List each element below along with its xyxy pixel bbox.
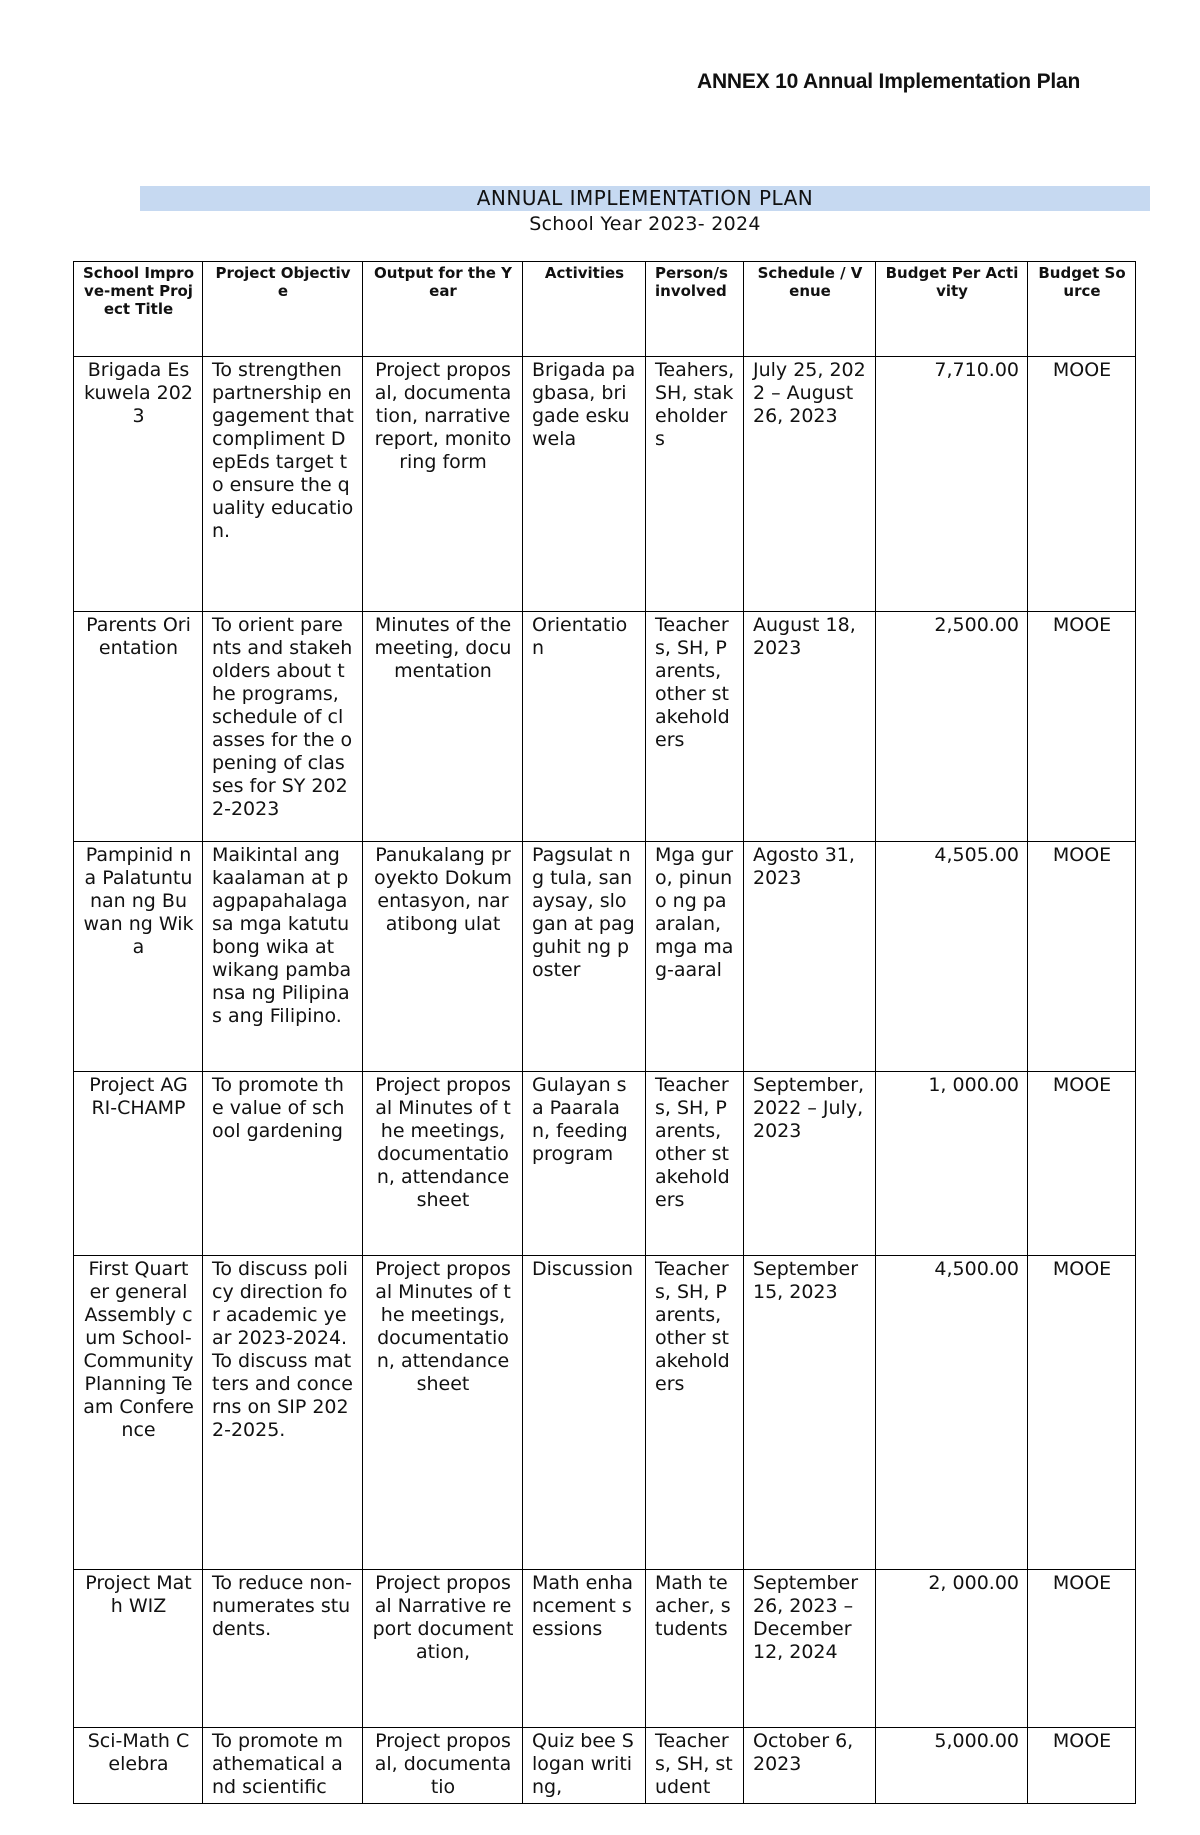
cell-activities: Pagsulat ng tula, sanaysay, slogan at pagguhit ng poster	[523, 842, 646, 1072]
cell-schedule: September 26, 2023 – December 12, 2024	[744, 1570, 876, 1728]
cell-budget: 7,710.00	[876, 357, 1028, 612]
cell-source: MOOE	[1028, 1256, 1136, 1570]
cell-activities: Brigada pagbasa, brigade eskuwela	[523, 357, 646, 612]
table-row	[74, 1256, 1136, 1570]
table-row	[74, 612, 1136, 842]
plan-title: ANNUAL IMPLEMENTATION PLAN	[140, 186, 1150, 211]
header-schedule: Schedule / Venue	[744, 262, 876, 357]
cell-budget: 2,500.00	[876, 612, 1028, 842]
cell-objective: To reduce non-numerates students.	[203, 1570, 363, 1728]
table-row	[74, 842, 1136, 1072]
header-output: Output for the Year	[363, 262, 523, 357]
cell-activities: Gulayan sa Paaralan, feeding program	[523, 1072, 646, 1256]
cell-source: MOOE	[1028, 1570, 1136, 1728]
cell-output: Project proposal Narrative report documentation,	[363, 1570, 523, 1728]
cell-source: MOOE	[1028, 1728, 1136, 1804]
cell-title: Project AGRI-CHAMP	[74, 1072, 203, 1256]
cell-persons: Math teacher, students	[646, 1570, 744, 1728]
cell-output: Panukalang proyekto Dokumentasyon, naratibong ulat	[363, 842, 523, 1072]
cell-persons: Teachers, SH, student	[646, 1728, 744, 1804]
cell-objective: To strengthen partnership engagement that compliment DepEds target to ensure the quality education.	[203, 357, 363, 612]
cell-objective: To promote the value of school gardening	[203, 1072, 363, 1256]
cell-output: Project proposal Minutes of the meetings, documentation, attendance sheet	[363, 1256, 523, 1570]
cell-title: Brigada Eskuwela 2023	[74, 357, 203, 612]
table-row	[74, 1570, 1136, 1728]
cell-budget: 4,500.00	[876, 1256, 1028, 1570]
cell-output: Project proposal, documentatio	[363, 1728, 523, 1804]
cell-schedule: Agosto 31, 2023	[744, 842, 876, 1072]
cell-persons: Teachers, SH, Parents, other stakeholders	[646, 1256, 744, 1570]
cell-persons: Teahers, SH, stakeholders	[646, 357, 744, 612]
cell-output: Project proposal Minutes of the meetings, documentation, attendance sheet	[363, 1072, 523, 1256]
table-header-row	[74, 262, 1136, 357]
cell-title: Sci-Math Celebra	[74, 1728, 203, 1804]
cell-persons: Teachers, SH, Parents, other stakeholders	[646, 1072, 744, 1256]
cell-activities: Math enhancement sessions	[523, 1570, 646, 1728]
table-row	[74, 1072, 1136, 1256]
cell-source: MOOE	[1028, 357, 1136, 612]
cell-output: Minutes of the meeting, documentation	[363, 612, 523, 842]
annex-heading: ANNEX 10 Annual Implementation Plan	[697, 70, 1081, 93]
header-budget: Budget Per Activity	[876, 262, 1028, 357]
cell-objective: To orient parents and stakeholders about the programs, schedule of classes for the opening of classes for SY 2022-2023	[203, 612, 363, 842]
cell-output: Project proposal, documentation, narrative report, monitoring form	[363, 357, 523, 612]
cell-source: MOOE	[1028, 1072, 1136, 1256]
cell-schedule: September, 2022 – July, 2023	[744, 1072, 876, 1256]
cell-source: MOOE	[1028, 842, 1136, 1072]
cell-objective: To discuss policy direction for academic year 2023-2024. To discuss matters and concerns on SIP 2022-2025.	[203, 1256, 363, 1570]
implementation-plan-table	[73, 261, 1136, 1804]
table-row	[74, 357, 1136, 612]
table-row	[74, 1728, 1136, 1804]
cell-source: MOOE	[1028, 612, 1136, 842]
cell-title: Parents Orientation	[74, 612, 203, 842]
cell-persons: Teachers, SH, Parents, other stakeholders	[646, 612, 744, 842]
cell-title: First Quarter general Assembly cum School-Community Planning Team Conference	[74, 1256, 203, 1570]
cell-budget: 2, 000.00	[876, 1570, 1028, 1728]
school-year: School Year 2023- 2024	[529, 213, 761, 235]
header-project-title: School Improve-ment Project Title	[74, 262, 203, 357]
cell-activities: Orientation	[523, 612, 646, 842]
cell-schedule: October 6, 2023	[744, 1728, 876, 1804]
cell-schedule: July 25, 2022 – August 26, 2023	[744, 357, 876, 612]
header-budget-source: Budget Source	[1028, 262, 1136, 357]
cell-persons: Mga guro, pinuno ng paaralan, mga mag-aaral	[646, 842, 744, 1072]
cell-activities: Quiz bee Slogan writing,	[523, 1728, 646, 1804]
header-activities: Activities	[523, 262, 646, 357]
cell-budget: 4,505.00	[876, 842, 1028, 1072]
cell-schedule: August 18, 2023	[744, 612, 876, 842]
cell-title: Project Math WIZ	[74, 1570, 203, 1728]
cell-budget: 1, 000.00	[876, 1072, 1028, 1256]
cell-schedule: September 15, 2023	[744, 1256, 876, 1570]
header-persons: Person/s involved	[646, 262, 744, 357]
cell-activities: Discussion	[523, 1256, 646, 1570]
cell-budget: 5,000.00	[876, 1728, 1028, 1804]
cell-objective: To promote mathematical and scientific	[203, 1728, 363, 1804]
cell-objective: Maikintal ang kaalaman at pagpapahalaga sa mga katutubong wika at wikang pambansa ng Pilipinas ang Filipino.	[203, 842, 363, 1072]
cell-title: Pampinid na Palatuntunan ng Buwan ng Wika	[74, 842, 203, 1072]
header-project-objective: Project Objective	[203, 262, 363, 357]
